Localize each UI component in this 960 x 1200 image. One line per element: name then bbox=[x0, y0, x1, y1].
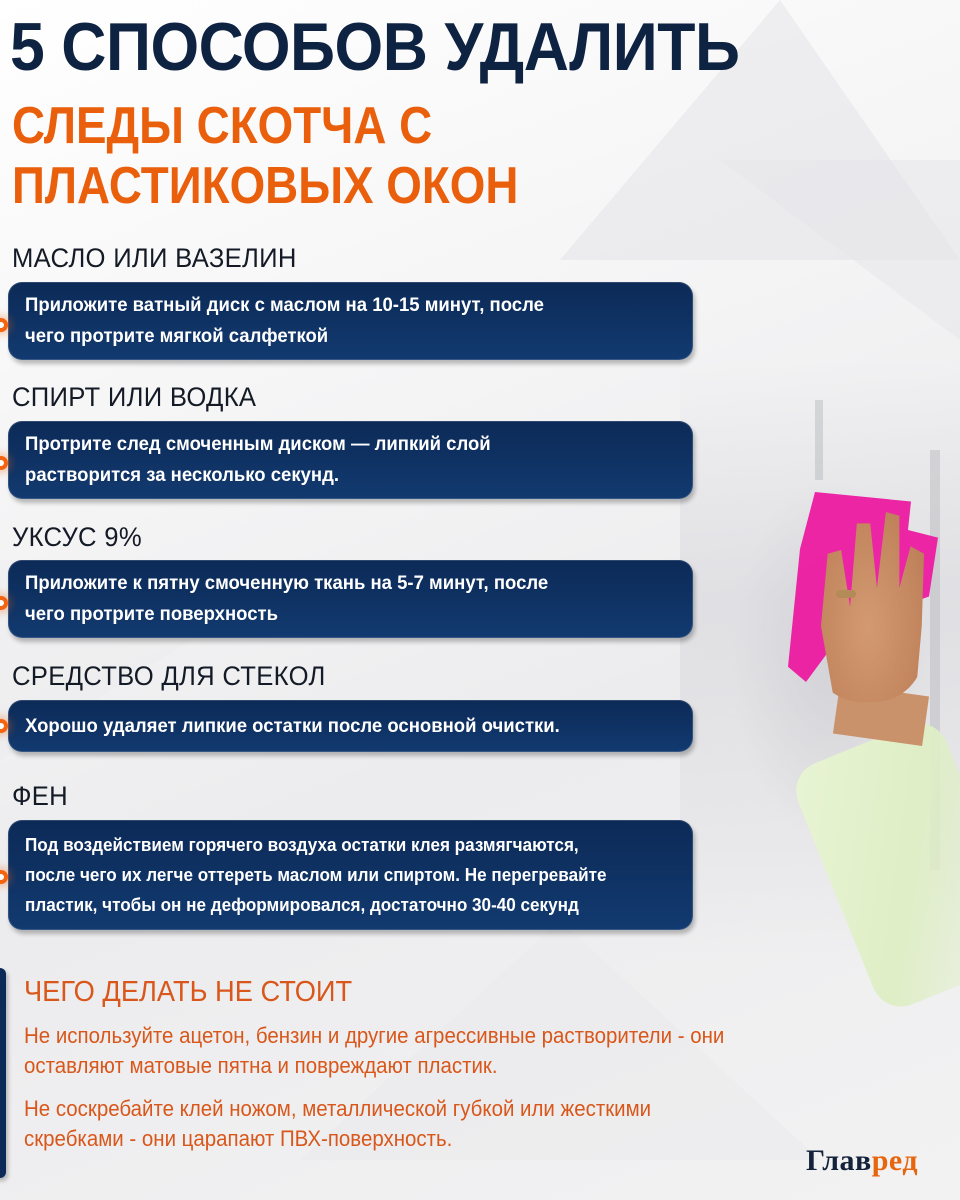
method-text: чего протрите мягкой салфеткой bbox=[25, 325, 329, 347]
page-title: 5 СПОСОБОВ УДАЛИТЬ bbox=[10, 9, 740, 85]
logo-part-2: ред bbox=[871, 1144, 919, 1177]
method-heading-hairdryer: ФЕН bbox=[12, 781, 68, 811]
warning-title: ЧЕГО ДЕЛАТЬ НЕ СТОИТ bbox=[24, 976, 353, 1008]
ring-illustration bbox=[836, 590, 856, 598]
method-heading-oil: МАСЛО ИЛИ ВАЗЕЛИН bbox=[12, 243, 297, 273]
window-frame bbox=[815, 400, 823, 480]
glavred-logo bbox=[806, 1144, 918, 1178]
method-box-hairdryer bbox=[8, 820, 693, 930]
method-box-vinegar bbox=[8, 560, 693, 638]
method-text: Приложите к пятну смоченную ткань на 5-7 минут, после bbox=[25, 572, 549, 594]
warning-text: Не соскребайте клей ножом, металлической губкой или жесткими bbox=[24, 1096, 652, 1121]
method-box-alcohol bbox=[8, 421, 693, 499]
warning-text: Не используйте ацетон, бензин и другие агрессивные растворители - они bbox=[24, 1023, 725, 1048]
method-text: чего протрите поверхность bbox=[25, 603, 279, 625]
page-subtitle-line-2: ПЛАСТИКОВЫХ ОКОН bbox=[12, 157, 519, 215]
bullet-dot-icon bbox=[0, 318, 8, 332]
method-text: Под воздействием горячего воздуха остатки клея размягчаются, bbox=[25, 835, 579, 855]
bullet-dot-icon bbox=[0, 719, 8, 733]
page-subtitle-line-1: СЛЕДЫ СКОТЧА С bbox=[12, 97, 433, 155]
warning-accent-bar bbox=[0, 968, 6, 1178]
method-text: после чего их легче оттереть маслом или спиртом. Не перегревайте bbox=[25, 865, 607, 885]
logo-part-1: Глав bbox=[806, 1144, 872, 1177]
bullet-dot-icon bbox=[0, 596, 8, 610]
bullet-dot-icon bbox=[0, 456, 8, 470]
warning-text: оставляют матовые пятна и повреждают пластик. bbox=[24, 1053, 498, 1078]
method-heading-vinegar: УКСУС 9% bbox=[12, 522, 142, 552]
background-facet bbox=[720, 160, 960, 340]
method-box-glass-cleaner bbox=[8, 700, 693, 752]
method-heading-alcohol: СПИРТ ИЛИ ВОДКА bbox=[12, 382, 257, 412]
warning-text: скребками - они царапают ПВХ-поверхность. bbox=[24, 1126, 453, 1151]
method-text: Протрите след смоченным диском — липкий слой bbox=[25, 433, 491, 455]
method-box-oil bbox=[8, 282, 693, 360]
method-heading-glass-cleaner: СРЕДСТВО ДЛЯ СТЕКОЛ bbox=[12, 661, 326, 691]
method-text: пластик, чтобы он не деформировался, достаточно 30-40 секунд bbox=[25, 895, 579, 915]
method-text: Хорошо удаляет липкие остатки после основной очистки. bbox=[25, 714, 560, 737]
bullet-dot-icon bbox=[0, 870, 8, 884]
method-text: растворится за несколько секунд. bbox=[25, 464, 340, 486]
method-text: Приложите ватный диск с маслом на 10-15 минут, после bbox=[25, 294, 544, 316]
